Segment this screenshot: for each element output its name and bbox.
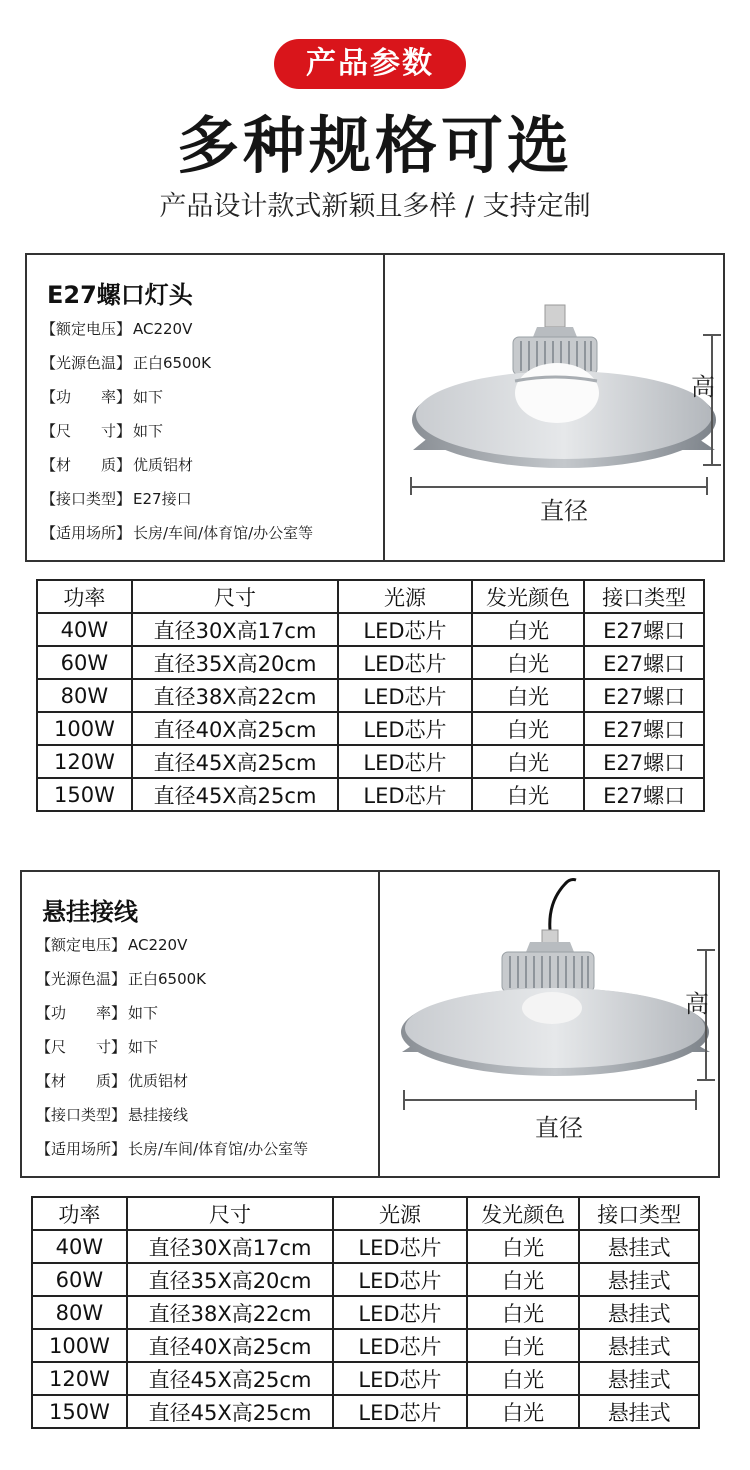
table-row	[32, 1230, 699, 1263]
table-cell: 直径45X高25cm	[132, 778, 338, 811]
table-cell: E27螺口	[584, 712, 704, 745]
spec-row	[36, 1070, 188, 1091]
product-image-area	[380, 872, 718, 1176]
table-cell: LED芯片	[338, 679, 472, 712]
spec-value: AC220V	[128, 936, 188, 954]
spec-row	[41, 386, 163, 407]
table-row	[32, 1329, 699, 1362]
table-header-row	[37, 580, 704, 613]
spec-row	[36, 1138, 308, 1159]
table-cell: 白光	[467, 1395, 580, 1428]
column-header: 发光颜色	[467, 1197, 580, 1230]
table-row	[37, 745, 704, 778]
table-row	[32, 1395, 699, 1428]
table-cell: 悬挂式	[579, 1362, 699, 1395]
table-cell: 100W	[32, 1329, 127, 1362]
table-cell: E27螺口	[584, 613, 704, 646]
table-cell: 直径40X高25cm	[132, 712, 338, 745]
table-cell: 150W	[32, 1395, 127, 1428]
table-row	[32, 1362, 699, 1395]
table-cell: 悬挂式	[579, 1230, 699, 1263]
spec-value: 长房/车间/体育馆/办公室等	[133, 524, 314, 542]
table-cell: LED芯片	[338, 778, 472, 811]
spec-value: 正白6500K	[128, 970, 207, 988]
table-row	[32, 1296, 699, 1329]
table-cell: 白光	[472, 613, 585, 646]
spec-key: 【接口类型】	[36, 1106, 127, 1124]
table-cell: 直径45X高25cm	[127, 1395, 333, 1428]
table-cell: LED芯片	[333, 1395, 467, 1428]
spec-row	[41, 318, 192, 339]
table-row	[32, 1263, 699, 1296]
spec-table-e27	[36, 579, 705, 812]
table-cell: LED芯片	[338, 646, 472, 679]
table-cell: E27螺口	[584, 778, 704, 811]
spec-value: AC220V	[133, 320, 193, 338]
product-title: E27螺口灯头	[47, 281, 193, 309]
spec-row	[36, 1036, 158, 1057]
spec-row	[41, 454, 193, 475]
table-cell: LED芯片	[338, 712, 472, 745]
table-cell: 悬挂式	[579, 1329, 699, 1362]
table-cell: E27螺口	[584, 679, 704, 712]
spec-value: E27接口	[133, 490, 192, 508]
spec-table-hanging	[31, 1196, 700, 1429]
table-cell: 白光	[467, 1263, 580, 1296]
table-cell: E27螺口	[584, 745, 704, 778]
spec-key: 【功 率】	[36, 1004, 127, 1022]
table-cell: 直径35X高20cm	[132, 646, 338, 679]
spec-value: 如下	[133, 388, 164, 406]
table-cell: 白光	[467, 1296, 580, 1329]
table-cell: 白光	[467, 1329, 580, 1362]
table-cell: 80W	[32, 1296, 127, 1329]
column-header: 接口类型	[584, 580, 704, 613]
table-cell: LED芯片	[333, 1362, 467, 1395]
table-cell: 白光	[472, 745, 585, 778]
column-header: 功率	[32, 1197, 127, 1230]
spec-value: 优质铝材	[128, 1072, 189, 1090]
table-cell: 白光	[472, 679, 585, 712]
diameter-label: 直径	[540, 497, 588, 525]
table-cell: 直径35X高20cm	[127, 1263, 333, 1296]
table-cell: 60W	[37, 646, 132, 679]
spec-value: 如下	[128, 1038, 159, 1056]
table-cell: 白光	[472, 778, 585, 811]
table-cell: 120W	[32, 1362, 127, 1395]
table-cell: 80W	[37, 679, 132, 712]
table-cell: 60W	[32, 1263, 127, 1296]
column-header: 光源	[333, 1197, 467, 1230]
spec-key: 【额定电压】	[41, 320, 132, 338]
table-cell: 100W	[37, 712, 132, 745]
page-subtitle: 产品设计款式新颖且多样 / 支持定制	[159, 191, 591, 222]
spec-row	[41, 420, 163, 441]
product-spec-card-e27	[25, 253, 725, 562]
product-spec-card-hanging	[20, 870, 720, 1178]
table-cell: 白光	[467, 1230, 580, 1263]
product-image-area	[385, 255, 723, 560]
table-cell: 直径45X高25cm	[127, 1362, 333, 1395]
spec-value: 如下	[133, 422, 164, 440]
table-cell: 150W	[37, 778, 132, 811]
table-cell: LED芯片	[333, 1296, 467, 1329]
spec-value: 优质铝材	[133, 456, 194, 474]
spec-key: 【光源色温】	[41, 354, 132, 372]
spec-row	[36, 1104, 188, 1125]
table-cell: LED芯片	[333, 1329, 467, 1362]
spec-row	[36, 968, 206, 989]
spec-key: 【尺 寸】	[41, 422, 132, 440]
column-header: 尺寸	[127, 1197, 333, 1230]
table-cell: 直径38X高22cm	[132, 679, 338, 712]
column-header: 光源	[338, 580, 472, 613]
table-cell: 直径30X高17cm	[132, 613, 338, 646]
table-cell: 悬挂式	[579, 1296, 699, 1329]
spec-value: 长房/车间/体育馆/办公室等	[128, 1140, 309, 1158]
table-cell: 白光	[467, 1362, 580, 1395]
spec-value: 悬挂接线	[128, 1106, 189, 1124]
table-cell: 直径30X高17cm	[127, 1230, 333, 1263]
table-cell: 120W	[37, 745, 132, 778]
column-header: 功率	[37, 580, 132, 613]
height-label: 高	[685, 990, 709, 1018]
spec-list-panel	[22, 872, 380, 1176]
table-row	[37, 778, 704, 811]
table-cell: LED芯片	[338, 745, 472, 778]
spec-key: 【功 率】	[41, 388, 132, 406]
table-cell: LED芯片	[333, 1263, 467, 1296]
section-badge: 产品参数	[274, 39, 466, 89]
height-label: 高	[691, 373, 715, 401]
spec-key: 【适用场所】	[41, 524, 132, 542]
spec-key: 【材 质】	[36, 1072, 127, 1090]
table-header-row	[32, 1197, 699, 1230]
spec-row	[41, 488, 192, 509]
spec-row	[36, 934, 187, 955]
spec-value: 正白6500K	[133, 354, 212, 372]
table-cell: LED芯片	[333, 1230, 467, 1263]
spec-row	[41, 522, 313, 543]
column-header: 发光颜色	[472, 580, 585, 613]
table-cell: 白光	[472, 712, 585, 745]
product-title: 悬挂接线	[42, 898, 138, 926]
table-cell: 直径45X高25cm	[132, 745, 338, 778]
spec-key: 【光源色温】	[36, 970, 127, 988]
spec-key: 【接口类型】	[41, 490, 132, 508]
diameter-label: 直径	[535, 1114, 583, 1142]
table-row	[37, 679, 704, 712]
column-header: 接口类型	[579, 1197, 699, 1230]
spec-key: 【材 质】	[41, 456, 132, 474]
table-cell: 40W	[37, 613, 132, 646]
table-row	[37, 646, 704, 679]
table-cell: 悬挂式	[579, 1395, 699, 1428]
column-header: 尺寸	[132, 580, 338, 613]
spec-row	[36, 1002, 158, 1023]
table-cell: LED芯片	[338, 613, 472, 646]
table-cell: 40W	[32, 1230, 127, 1263]
spec-key: 【额定电压】	[36, 936, 127, 954]
spec-key: 【尺 寸】	[36, 1038, 127, 1056]
page-title: 多种规格可选	[176, 109, 573, 182]
spec-key: 【适用场所】	[36, 1140, 127, 1158]
spec-list-panel	[27, 255, 385, 560]
table-cell: 悬挂式	[579, 1263, 699, 1296]
table-cell: 直径40X高25cm	[127, 1329, 333, 1362]
spec-value: 如下	[128, 1004, 159, 1022]
spec-row	[41, 352, 211, 373]
table-row	[37, 712, 704, 745]
table-cell: E27螺口	[584, 646, 704, 679]
table-row	[37, 613, 704, 646]
table-cell: 直径38X高22cm	[127, 1296, 333, 1329]
table-cell: 白光	[472, 646, 585, 679]
